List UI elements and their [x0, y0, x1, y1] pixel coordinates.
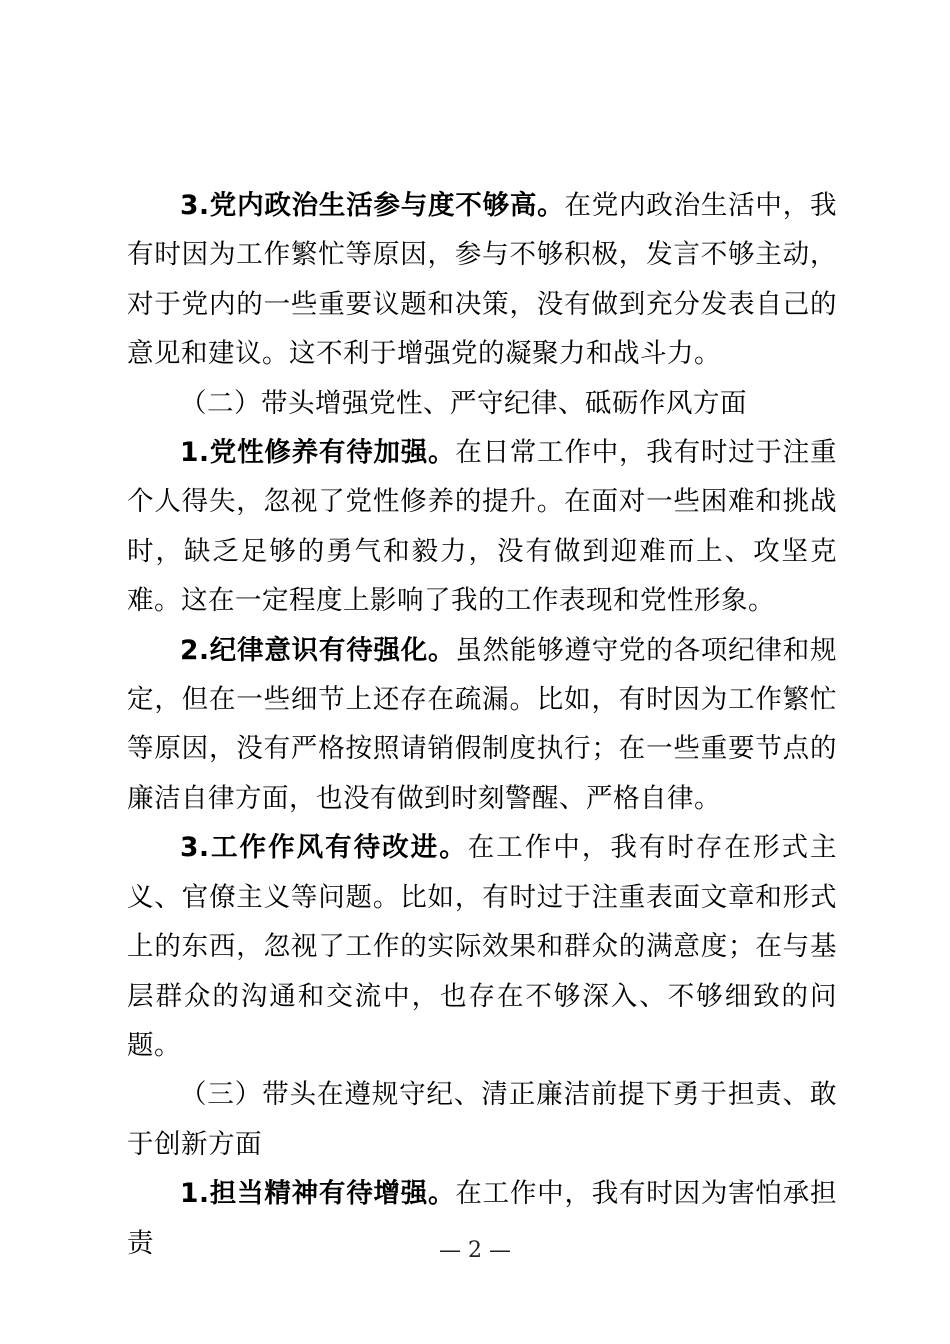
paragraph-lead: 3.党内政治生活参与度不够高。: [180, 190, 565, 221]
page-number: — 2 —: [439, 1238, 511, 1263]
paragraph-text: 在日常工作中，我有时过于注重个人得失，忽视了党性修养的提升。在面对一些困难和挑战时，缺乏足够的勇气和毅力，没有做到迎难而上、攻坚克难。这在一定程度上影响了我的工作表现和党性形象。: [127, 437, 837, 617]
paragraph-text: 在工作中，我有时存在形式主义、官僚主义等问题。比如，有时过于注重表面文章和形式上的东西，忽视了工作的实际效果和群众的满意度；在与基层群众的沟通和交流中，也存在不够深入、不够细致的问题。: [127, 832, 837, 1061]
paragraph-lead: 1.担当精神有待增强。: [180, 1178, 456, 1210]
paragraph-text: 在党内政治生活中，我有时因为工作繁忙等原因，参与不够积极，发言不够主动，对于党内的一些重要议题和决策，没有做到充分发表自己的意见和建议。这不利于增强党的凝聚力和战斗力。: [127, 190, 837, 370]
section-heading-text: （二）带头增强党性、严守纪律、砥砺作风方面: [180, 387, 747, 419]
paragraph-text: 在工作中，我有时因为害怕承担责: [127, 1178, 837, 1259]
body-text: [127, 181, 837, 1268]
paragraph-lead: 3.工作作风有待改进。: [180, 832, 468, 864]
section-heading-text: （三）带头在遵规守纪、清正廉洁前提下勇于担责、敢于创新方面: [127, 1079, 837, 1160]
paragraph: [127, 181, 837, 379]
paragraph: [127, 626, 837, 824]
paragraph: [127, 823, 837, 1070]
paragraph-lead: 2.纪律意识有待强化。: [180, 634, 456, 666]
paragraph-lead: 1.党性修养有待加强。: [180, 437, 456, 469]
paragraph-text: 虽然能够遵守党的各项纪律和规定，但在一些细节上还存在疏漏。比如，有时因为工作繁忙等原因，没有严格按照请销假制度执行；在一些重要节点的廉洁自律方面，也没有做到时刻警醒、严格自律。: [127, 634, 837, 814]
section-heading: [127, 379, 837, 428]
paragraph: [127, 428, 837, 626]
section-heading: [127, 1070, 837, 1169]
